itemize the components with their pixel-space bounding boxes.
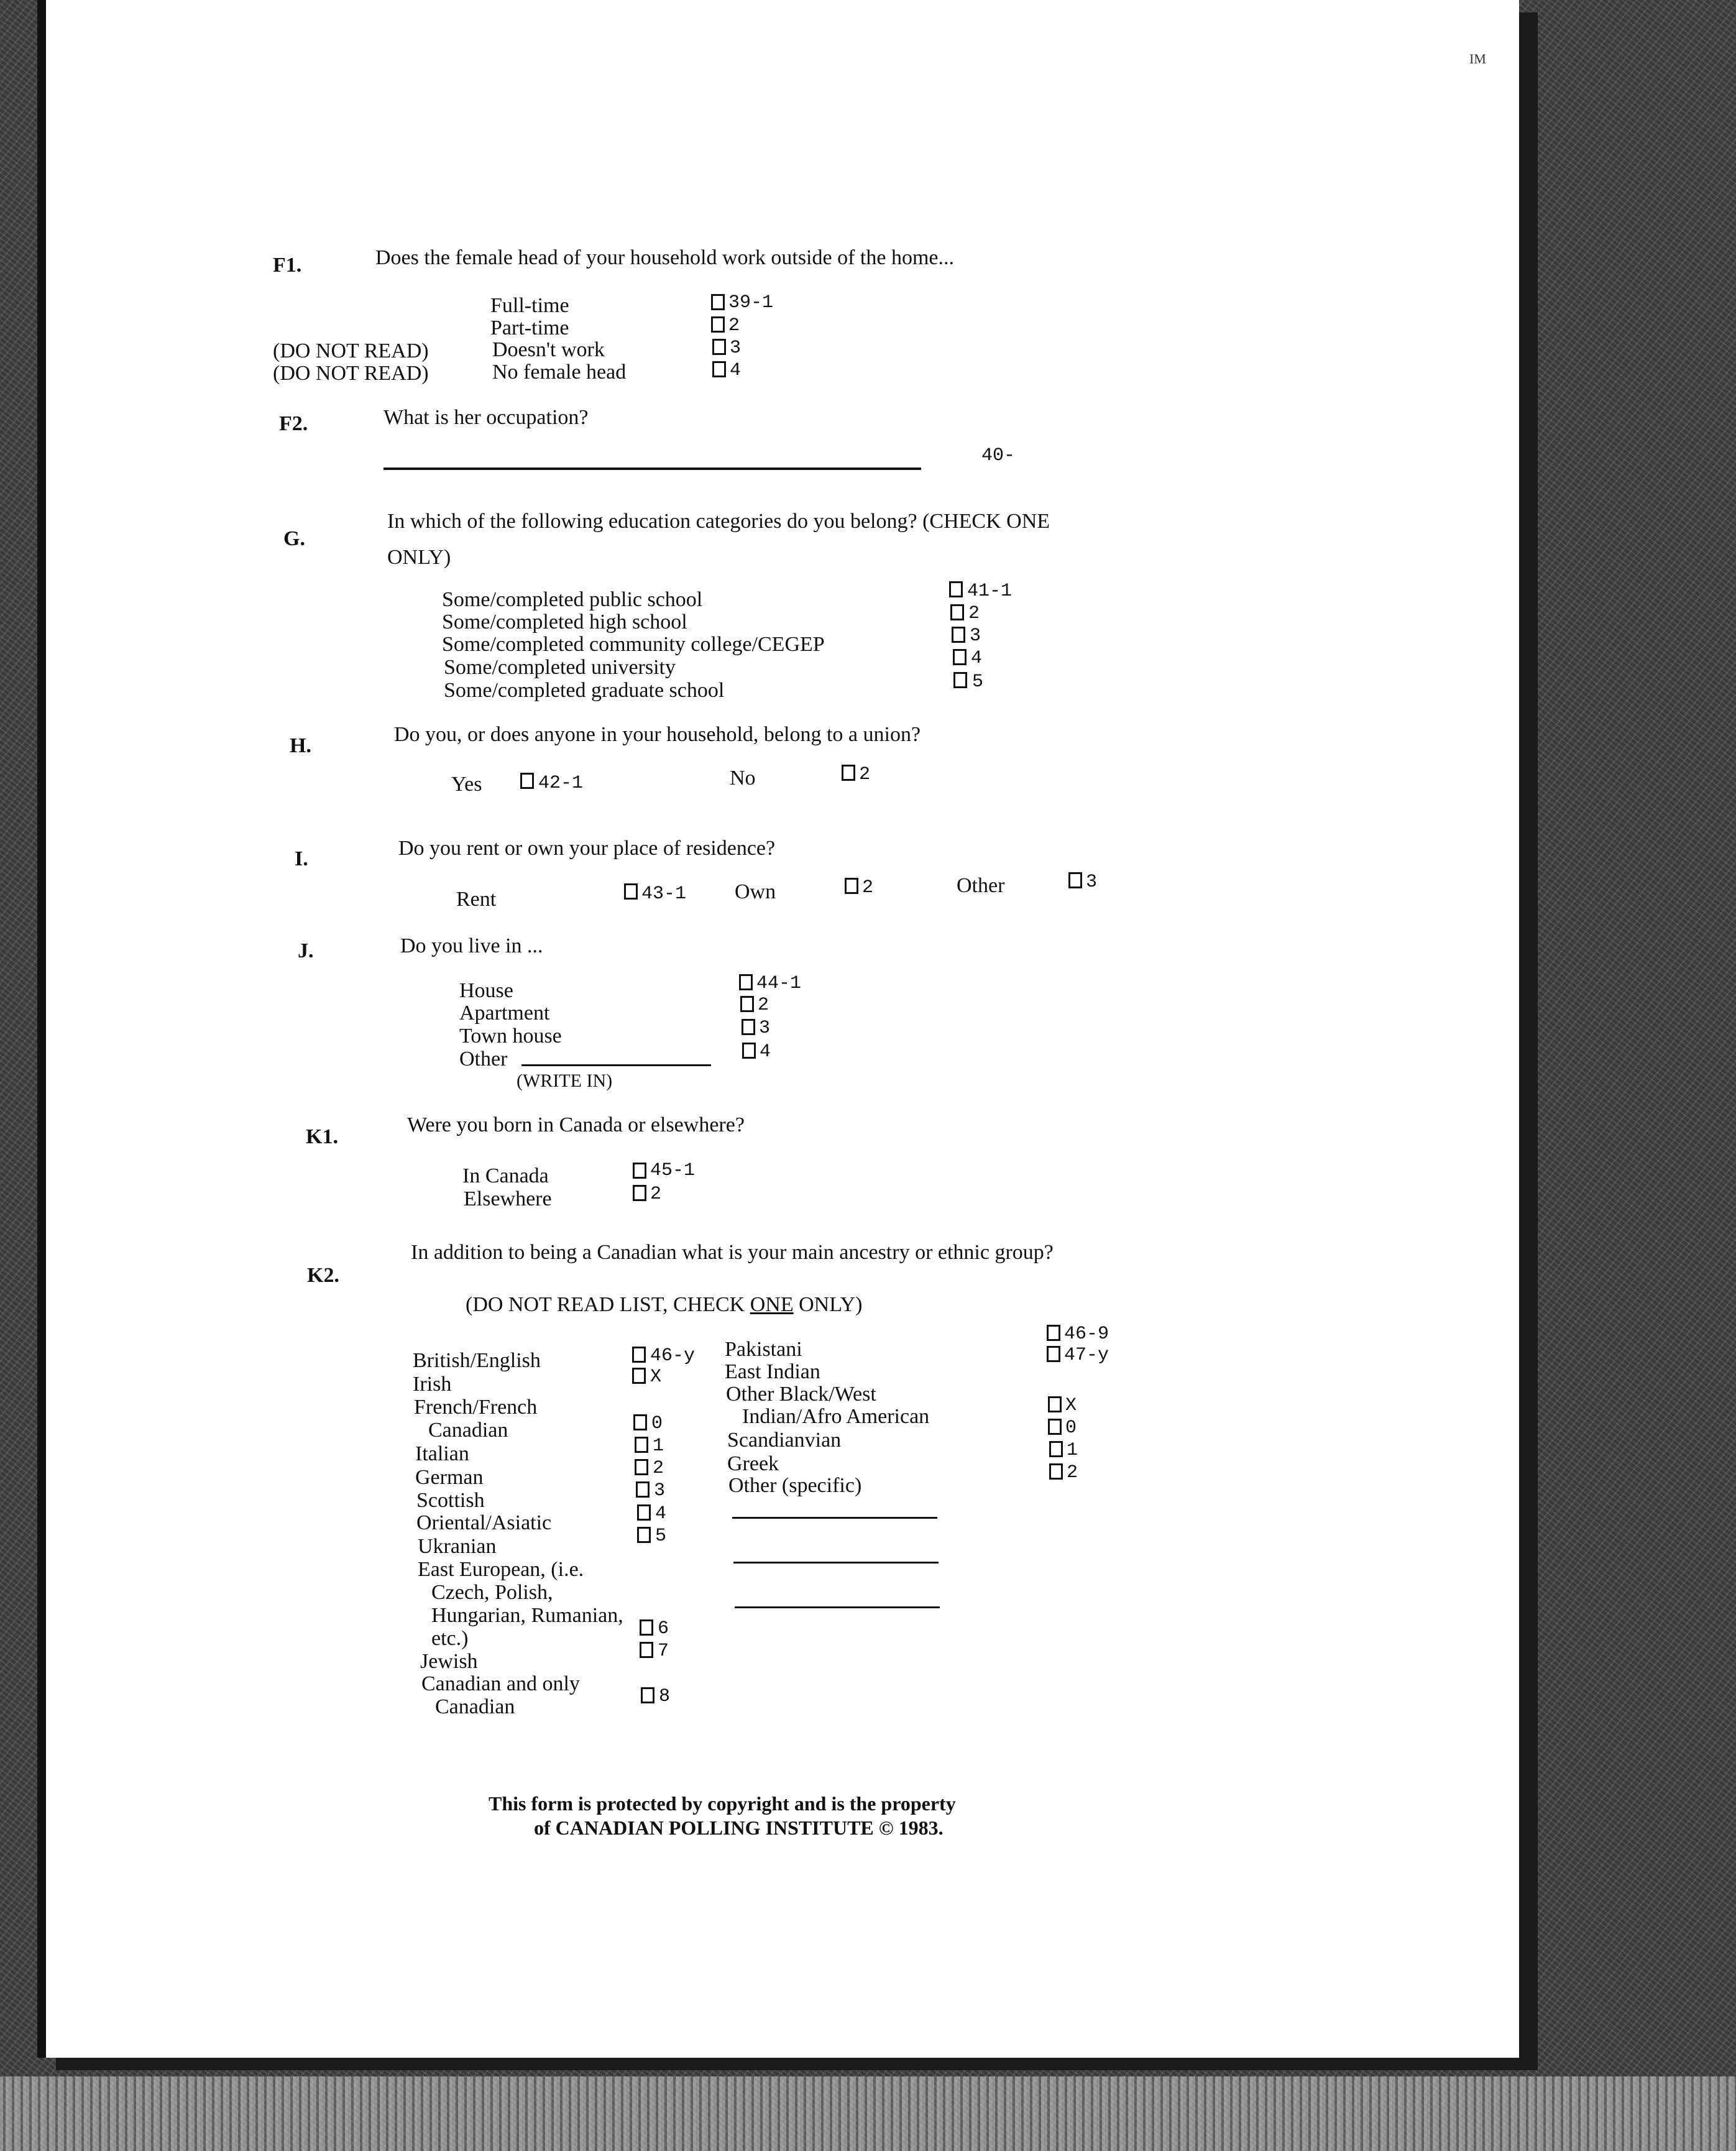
instruction: (DO NOT READ LIST, CHECK ONE ONLY) bbox=[466, 1293, 863, 1316]
ancestry-code: 4 bbox=[655, 1503, 667, 1524]
option-checkbox[interactable] bbox=[949, 581, 963, 597]
question-text: Do you live in ... bbox=[400, 934, 543, 957]
questionnaire-page bbox=[37, 0, 1519, 2058]
ancestry-code: 0 bbox=[1065, 1417, 1077, 1439]
ancestry-checkbox[interactable] bbox=[1048, 1396, 1062, 1412]
option-code: 39-1 bbox=[728, 292, 774, 313]
copyright-line-2: of CANADIAN POLLING INSTITUTE © 1983. bbox=[534, 1817, 944, 1839]
question-label: K1. bbox=[306, 1125, 338, 1148]
question-text: Were you born in Canada or elsewhere? bbox=[407, 1113, 745, 1136]
ancestry-checkbox[interactable] bbox=[640, 1619, 653, 1636]
option-label: Some/completed public school bbox=[442, 588, 703, 611]
occupation-answer-line[interactable] bbox=[383, 468, 921, 470]
ancestry-code: 1 bbox=[653, 1435, 664, 1457]
copyright-line-1: This form is protected by copyright and is the property bbox=[489, 1792, 956, 1815]
question-label: I. bbox=[295, 847, 308, 870]
option-checkbox[interactable] bbox=[711, 294, 725, 310]
option-checkbox[interactable] bbox=[633, 1185, 646, 1201]
option-label: Some/completed high school bbox=[442, 610, 687, 633]
ancestry-option-continued: Indian/Afro American bbox=[742, 1405, 930, 1428]
option-code: 5 bbox=[972, 671, 984, 693]
ancestry-checkbox[interactable] bbox=[1048, 1419, 1062, 1435]
ancestry-code: 7 bbox=[658, 1641, 669, 1662]
ancestry-option: German bbox=[415, 1466, 484, 1489]
question-text: In which of the following education categories do you belong? (CHECK ONE bbox=[387, 510, 1050, 533]
ancestry-checkbox[interactable] bbox=[1049, 1441, 1063, 1457]
option-label: No female head bbox=[492, 361, 627, 384]
ancestry-option: Scandianvian bbox=[727, 1429, 842, 1452]
question-label: K2. bbox=[307, 1264, 339, 1287]
ancestry-option-continued: Czech, Polish, bbox=[431, 1581, 553, 1604]
yes-code: 42-1 bbox=[538, 773, 584, 794]
option-code: 41-1 bbox=[967, 581, 1013, 602]
ancestry-checkbox[interactable] bbox=[637, 1504, 651, 1521]
option-code: 2 bbox=[758, 995, 769, 1016]
ancestry-checkbox[interactable] bbox=[636, 1481, 650, 1498]
rent-checkbox[interactable] bbox=[624, 883, 638, 900]
ancestry-code: 6 bbox=[658, 1618, 669, 1639]
ancestry-code: 2 bbox=[653, 1458, 664, 1479]
ancestry-code: 47-y bbox=[1064, 1345, 1109, 1366]
option-label: Doesn't work bbox=[492, 338, 605, 361]
other-checkbox[interactable] bbox=[1068, 872, 1082, 888]
option-checkbox[interactable] bbox=[739, 974, 753, 990]
question-label: G. bbox=[283, 527, 305, 550]
ancestry-checkbox[interactable] bbox=[1049, 1463, 1063, 1480]
ancestry-option: Canadian and only bbox=[421, 1672, 580, 1695]
option-label: Some/completed community college/CEGEP bbox=[442, 633, 825, 656]
question-text: Do you rent or own your place of residence? bbox=[398, 837, 776, 860]
option-checkbox[interactable] bbox=[742, 1019, 755, 1035]
ancestry-option-continued: etc.) bbox=[431, 1627, 469, 1650]
other-label: Other bbox=[957, 874, 1005, 897]
ancestry-code: 1 bbox=[1067, 1440, 1078, 1461]
ancestry-code: X bbox=[1065, 1395, 1077, 1416]
own-code: 2 bbox=[862, 877, 874, 898]
option-code: 4 bbox=[971, 648, 983, 669]
question-label: F2. bbox=[279, 412, 308, 435]
ancestry-code: 8 bbox=[659, 1686, 671, 1707]
ancestry-option: East European, (i.e. bbox=[418, 1558, 584, 1581]
option-checkbox[interactable] bbox=[953, 672, 967, 688]
ancestry-checkbox[interactable] bbox=[635, 1437, 648, 1453]
ancestry-code: 5 bbox=[655, 1526, 667, 1547]
ancestry-option: Irish bbox=[413, 1373, 452, 1396]
no-checkbox[interactable] bbox=[842, 765, 855, 781]
option-label: House bbox=[459, 979, 513, 1002]
ancestry-option: East Indian bbox=[725, 1360, 820, 1383]
question-text: In addition to being a Canadian what is your main ancestry or ethnic group? bbox=[411, 1241, 1054, 1264]
option-label: Elsewhere bbox=[464, 1187, 552, 1210]
option-code: 2 bbox=[728, 315, 740, 336]
question-label: F1. bbox=[273, 254, 302, 277]
ancestry-code: 46-y bbox=[650, 1345, 696, 1366]
option-checkbox[interactable] bbox=[712, 361, 726, 377]
no-label: No bbox=[730, 767, 756, 790]
ancestry-option: Other (specific) bbox=[728, 1474, 862, 1497]
ancestry-option: Other Black/West bbox=[726, 1383, 876, 1406]
option-code: 4 bbox=[730, 360, 742, 381]
question-text: Do you, or does anyone in your household, belong to a union? bbox=[394, 723, 921, 746]
ancestry-option: Italian bbox=[415, 1442, 469, 1465]
write-in-note: (WRITE IN) bbox=[517, 1071, 613, 1091]
option-code: 2 bbox=[650, 1184, 662, 1205]
ancestry-option: Jewish bbox=[420, 1650, 478, 1673]
ancestry-option-continued: Hungarian, Rumanian, bbox=[431, 1604, 623, 1627]
ancestry-option-continued: Canadian bbox=[435, 1695, 515, 1718]
ancestry-code: 2 bbox=[1067, 1462, 1078, 1483]
ancestry-code: 46-9 bbox=[1064, 1324, 1109, 1345]
ancestry-checkbox[interactable] bbox=[640, 1642, 653, 1658]
ancestry-code: 3 bbox=[654, 1480, 666, 1501]
ancestry-option: Oriental/Asiatic bbox=[416, 1511, 552, 1534]
option-label: Apartment bbox=[459, 1002, 550, 1025]
option-label: Part-time bbox=[490, 316, 569, 339]
ancestry-checkbox[interactable] bbox=[632, 1368, 646, 1384]
option-label: Town house bbox=[459, 1025, 562, 1048]
option-label: Other bbox=[459, 1048, 508, 1071]
option-code: 4 bbox=[760, 1041, 771, 1062]
question-text: Does the female head of your household work outside of the home... bbox=[375, 246, 954, 269]
option-checkbox[interactable] bbox=[711, 316, 725, 333]
answer-code: 40- bbox=[981, 445, 1016, 466]
scanner-edge-strip bbox=[0, 2076, 1736, 2151]
rent-code: 43-1 bbox=[641, 883, 687, 905]
option-code: 3 bbox=[759, 1018, 771, 1039]
option-checkbox[interactable] bbox=[742, 1043, 756, 1059]
ancestry-checkbox[interactable] bbox=[632, 1347, 646, 1363]
question-text-continued: ONLY) bbox=[387, 546, 451, 569]
yes-checkbox[interactable] bbox=[520, 773, 534, 789]
own-label: Own bbox=[735, 880, 776, 903]
rent-label: Rent bbox=[456, 888, 497, 911]
option-label: In Canada bbox=[462, 1164, 549, 1187]
ancestry-option: Ukranian bbox=[418, 1535, 497, 1558]
option-checkbox[interactable] bbox=[740, 996, 754, 1012]
ancestry-checkbox[interactable] bbox=[635, 1459, 648, 1475]
ancestry-option: French/French bbox=[414, 1396, 538, 1419]
option-code: 44-1 bbox=[756, 973, 802, 994]
option-label: Some/completed university bbox=[444, 656, 676, 679]
ancestry-option: British/English bbox=[413, 1349, 541, 1372]
do-not-read-note: (DO NOT READ) bbox=[273, 362, 429, 385]
other-specify-line[interactable] bbox=[733, 1562, 939, 1564]
question-label: H. bbox=[290, 734, 311, 757]
question-label: J. bbox=[298, 939, 314, 962]
option-code: 3 bbox=[730, 338, 742, 359]
option-checkbox[interactable] bbox=[712, 339, 726, 355]
ancestry-checkbox[interactable] bbox=[1047, 1325, 1060, 1341]
ancestry-code: 0 bbox=[651, 1413, 663, 1434]
corner-mark: IM bbox=[1469, 51, 1486, 67]
ancestry-checkbox[interactable] bbox=[1047, 1346, 1060, 1362]
ancestry-checkbox[interactable] bbox=[637, 1527, 651, 1543]
option-checkbox[interactable] bbox=[950, 604, 964, 620]
option-code: 45-1 bbox=[650, 1160, 696, 1181]
ancestry-option-continued: Canadian bbox=[428, 1419, 508, 1442]
option-checkbox[interactable] bbox=[633, 1163, 646, 1179]
option-code: 2 bbox=[968, 603, 980, 624]
ancestry-option: Pakistani bbox=[725, 1338, 802, 1361]
ancestry-checkbox[interactable] bbox=[633, 1414, 647, 1430]
ancestry-code: X bbox=[650, 1366, 662, 1388]
other-code: 3 bbox=[1086, 872, 1098, 893]
other-specify-line[interactable] bbox=[732, 1517, 937, 1519]
option-code: 3 bbox=[970, 625, 981, 647]
other-specify-line[interactable] bbox=[735, 1606, 940, 1608]
option-checkbox[interactable] bbox=[952, 627, 965, 643]
question-text: What is her occupation? bbox=[383, 406, 589, 429]
option-label: Full-time bbox=[490, 294, 569, 317]
option-checkbox[interactable] bbox=[953, 649, 967, 665]
no-code: 2 bbox=[859, 764, 871, 785]
option-label: Some/completed graduate school bbox=[444, 679, 725, 702]
ancestry-option: Greek bbox=[727, 1452, 779, 1475]
write-in-line[interactable] bbox=[521, 1064, 711, 1066]
yes-label: Yes bbox=[451, 773, 482, 796]
do-not-read-note: (DO NOT READ) bbox=[273, 339, 429, 362]
ancestry-option: Scottish bbox=[416, 1489, 485, 1512]
own-checkbox[interactable] bbox=[845, 878, 858, 894]
ancestry-checkbox[interactable] bbox=[641, 1687, 654, 1703]
